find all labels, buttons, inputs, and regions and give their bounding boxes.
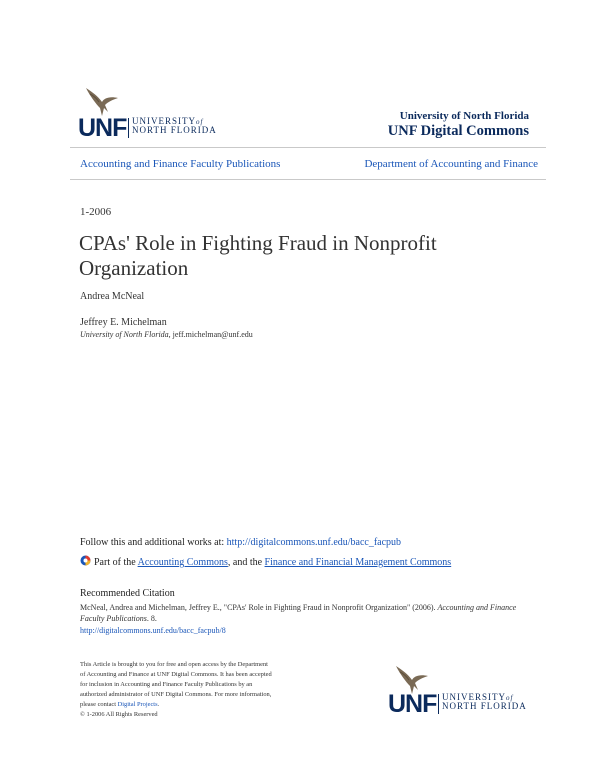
department-link[interactable]: Department of Accounting and Finance [364, 158, 538, 170]
collection-url-link[interactable]: http://digitalcommons.unf.edu/bacc_facpub [226, 537, 402, 548]
author-1: Andrea McNeal [80, 291, 145, 302]
accounting-commons-link[interactable]: Accounting Commons [137, 557, 228, 568]
unf-logo-bottom [388, 664, 528, 718]
logo-divider [438, 694, 439, 714]
logo-university-text: UNIVERSITYof NORTH FLORIDA [442, 692, 527, 712]
logo-divider [128, 118, 129, 138]
logo-unf-text: UNF [78, 114, 127, 142]
header-rule-top [70, 147, 546, 148]
author-2-email[interactable]: , jeff.michelman@unf.edu [168, 330, 253, 339]
footer-notice: This Article is brought to you for free and open access by the Department of Accounting and Finance at UNF Digital Commons. It has been accepted for inclusion in Accounting and Finance Faculty Publications by an authorized administrator of UNF Digital Commons. For more information, please contact Digital Projects. © 1-2006 All Rights Reserved [80, 661, 272, 718]
citation-text: McNeal, Andrea and Michelman, Jeffrey E., "CPAs' Role in Fighting Fraud in Nonprofit Organization" (2006). Accounting and Finance Faculty Publications. 8. [80, 603, 517, 623]
series-link[interactable]: Accounting and Finance Faculty Publications [80, 158, 281, 170]
unf-logo-top [78, 86, 218, 140]
article-title-line1: CPAs' Role in Fighting Fraud in Nonprofit [79, 231, 437, 255]
publication-date: 1-2006 [80, 206, 112, 218]
part-of-line: Part of the Accounting Commons, and the Finance and Financial Management Commons [80, 555, 451, 568]
logo-university-text: UNIVERSITYof NORTH FLORIDA [132, 116, 217, 136]
digital-projects-link[interactable]: Digital Projects [117, 701, 158, 708]
finance-commons-link[interactable]: Finance and Financial Management Commons [264, 557, 452, 568]
follow-line: Follow this and additional works at: http://digitalcommons.unf.edu/bacc_facpub [80, 537, 402, 548]
author-2-affiliation: University of North Florida, jeff.michelman@unf.edu [80, 330, 253, 339]
commons-network-icon [80, 555, 91, 566]
article-title [79, 231, 549, 281]
header-rule-bottom [70, 179, 546, 180]
article-title-line2: Organization [79, 256, 189, 280]
brand-institution: University of North Florida [399, 110, 529, 122]
brand-repository: UNF Digital Commons [387, 123, 529, 139]
citation-url-link[interactable]: http://digitalcommons.unf.edu/bacc_facpub/8 [80, 626, 226, 635]
author-2: Jeffrey E. Michelman [80, 317, 167, 328]
citation-heading: Recommended Citation [80, 588, 175, 599]
logo-unf-text: UNF [388, 690, 437, 718]
